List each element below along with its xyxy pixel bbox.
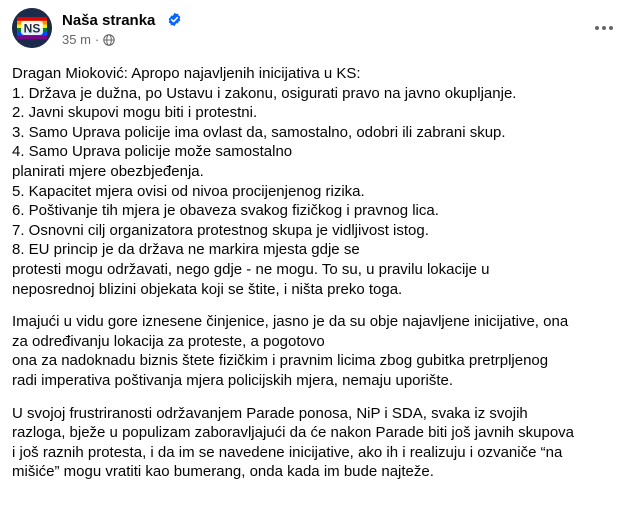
avatar-text: NS — [23, 21, 41, 36]
more-options-button[interactable] — [588, 12, 620, 44]
post-paragraph-2 — [12, 312, 624, 390]
post-paragraph-3 — [12, 404, 624, 482]
post-line: Dragan Mioković: Apropo najavljenih inicijativa u KS: — [12, 65, 361, 82]
page-avatar[interactable] — [12, 8, 52, 48]
post-line: planirati mjere obezbjeđenja. — [12, 162, 204, 180]
post-line: protesti mogu održavati, nego gdje - ne mogu. To su, u pravilu lokacije u — [12, 260, 490, 278]
post-text — [12, 64, 624, 495]
post-paragraph-1 — [12, 64, 624, 299]
post-line: radi imperativa poštivanja mjera policijskih mjera, nemaju uporište. — [12, 371, 454, 389]
post-line: 5. Kapacitet mjera ovisi od nivoa procijenjenog rizika. — [12, 182, 365, 200]
post-line: 3. Samo Uprava policije ima ovlast da, samostalno, odobri ili zabrani skup. — [12, 123, 506, 141]
more-options-dot — [602, 26, 606, 30]
post-line: razloga, bježe u populizam zaboravljajući da će nakon Parade biti još javnih skupova — [12, 424, 575, 442]
post-line: 2. Javni skupovi mogu biti i protestni. — [12, 104, 258, 122]
post-line: 7. Osnovni cilj organizatora protestnog skupa je vidljivost istog. — [12, 221, 429, 239]
post-line: 1. Država je dužna, po Ustavu i zakonu, osigurati pravo na javno okupljanje. — [12, 84, 517, 102]
meta-separator: · — [94, 32, 100, 47]
verified-badge-icon — [167, 12, 182, 27]
post-line: ona za nadoknadu biznis štete fizičkim i pravnim licima zbog gubitka pretrpljenog — [12, 352, 549, 370]
post-line: za određivanju lokacija za proteste, a pogotovo — [12, 332, 325, 350]
post-line: mišiće” mogu vratiti kao bumerang, onda kada im bude najteže. — [12, 463, 434, 481]
post-line: neposrednoj blizini objekata koji se štite, i ništa preko toga. — [12, 280, 403, 298]
globe-icon[interactable] — [103, 34, 115, 46]
post-timestamp[interactable]: 35 m — [62, 32, 91, 47]
post-line: U svojoj frustriranosti održavanjem Parade ponosa, NiP i SDA, svaka iz svojih — [12, 404, 528, 422]
page-name[interactable]: Naša stranka — [62, 12, 156, 29]
more-options-icon — [595, 26, 599, 30]
post-header — [12, 8, 620, 52]
more-options-dot — [609, 26, 613, 30]
post-line: 6. Poštivanje tih mjera je obaveza svakog fizičkog i pravnog lica. — [12, 202, 439, 220]
post-line: 8. EU princip je da država ne markira mjesta gdje se — [12, 241, 360, 259]
rainbow-logo-icon — [12, 8, 52, 48]
post-line: 4. Samo Uprava policije može samostalno — [12, 143, 293, 161]
post-meta — [62, 32, 115, 48]
post-line: i još raznih protesta, i da im se navedene inicijative, ako ih i realizuju i ozvaniče “na — [12, 443, 563, 461]
post-line: Imajući u vidu gore iznesene činjenice, jasno je da su obje najavljene inicijative, ona — [12, 313, 569, 331]
